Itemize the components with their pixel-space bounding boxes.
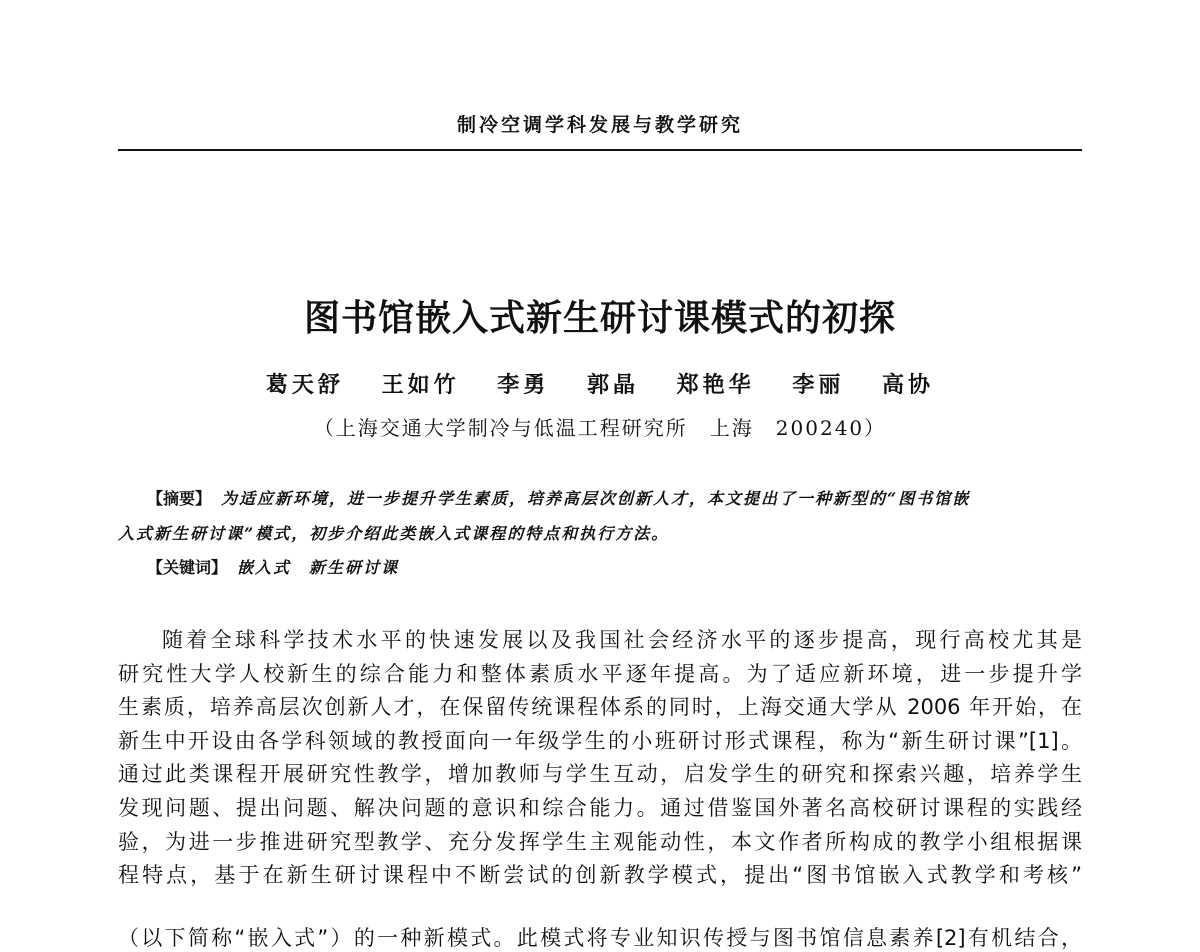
paper-title: 图书馆嵌入式新生研讨课模式的初探 bbox=[303, 298, 896, 339]
body-line: 发现问题、提出问题、解决问题的意识和综合能力。通过借鉴国外著名高校研讨课程的实践经 bbox=[118, 796, 1082, 820]
body-line: 随着全球科学技术水平的快速发展以及我国社会经济水平的逐步提高，现行高校尤其是 bbox=[162, 628, 1082, 652]
author-list bbox=[0, 368, 1200, 399]
keywords bbox=[147, 555, 1111, 578]
body-line: 通过此类课程开展研究性教学，增加教师与学生互动，启发学生的研究和探索兴趣，培养学生 bbox=[118, 762, 1082, 786]
body-line: 生素质，培养高层次创新人才，在保留传统课程体系的同时，上海交通大学从 2006 年开始，在 bbox=[118, 695, 1082, 719]
body-line: （以下简称“嵌入式”）的一种新模式。此模式将专业知识传授与图书馆信息素养[2]有机结合， bbox=[118, 926, 1082, 950]
author: 葛天舒 bbox=[265, 372, 344, 398]
running-head: 制冷空调学科发展与教学研究 bbox=[456, 114, 743, 136]
author: 王如竹 bbox=[381, 372, 460, 398]
header-rule bbox=[118, 149, 1082, 151]
author: 郭晶 bbox=[586, 372, 639, 398]
keywords-label: 【关键词】 bbox=[147, 558, 228, 577]
abstract-text: 为适应新环境，进一步提升学生素质，培养高层次创新人才，本文提出了一种新型的“图书馆嵌 bbox=[221, 489, 971, 508]
keywords-text: 嵌入式 新生研讨课 bbox=[237, 558, 400, 577]
body-line: 程特点，基于在新生研讨课程中不断尝试的创新教学模式，提出“图书馆嵌入式教学和考核” bbox=[118, 863, 1082, 887]
affiliation: （上海交通大学制冷与低温工程研究所 上海 200240） bbox=[313, 416, 887, 440]
abstract-line-2: 入式新生研讨课”模式，初步介绍此类嵌入式课程的特点和执行方法。 bbox=[118, 524, 670, 543]
abstract-label: 【摘要】 bbox=[147, 489, 212, 508]
body-line: 新生中开设由各学科领域的教授面向一年级学生的小班研讨形式课程，称为“新生研讨课”[1]。 bbox=[118, 729, 1082, 753]
body-line: 验，为进一步推进研究型教学、充分发挥学生主观能动性，本文作者所构成的教学小组根据课 bbox=[118, 830, 1082, 854]
body-line: 研究性大学人校新生的综合能力和整体素质水平逐年提高。为了适应新环境，进一步提升学 bbox=[118, 662, 1082, 686]
abstract-line-1 bbox=[147, 486, 1082, 509]
author: 高协 bbox=[882, 372, 935, 398]
author: 郑艳华 bbox=[676, 372, 755, 398]
author: 李丽 bbox=[792, 372, 845, 398]
author: 李勇 bbox=[497, 372, 550, 398]
